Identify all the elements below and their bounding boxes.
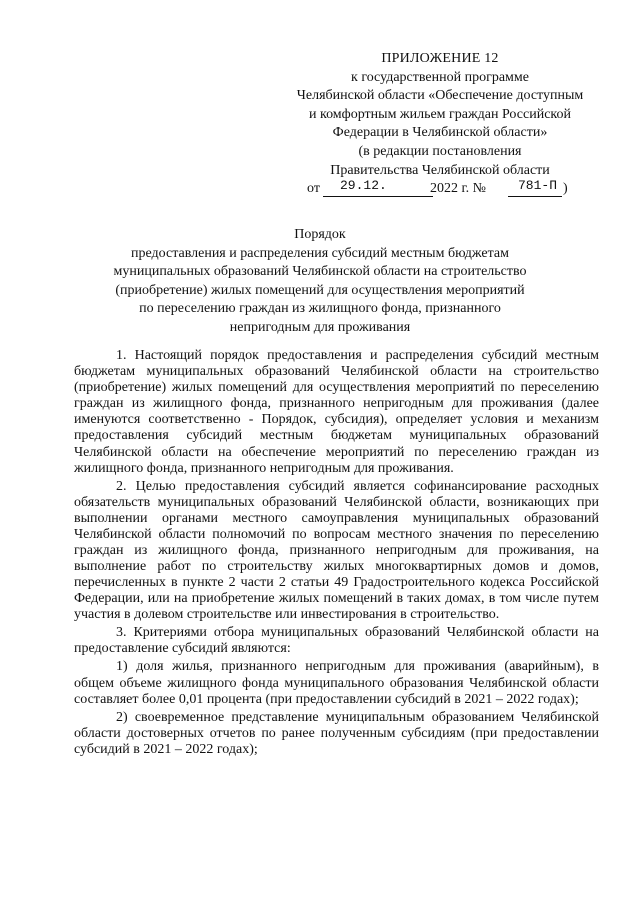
resolution-date-line: [262, 180, 618, 200]
resolution-number: 781-П: [518, 178, 558, 194]
paragraph-2: 2. Целью предоставления субсидий является софинансирование расходных обязательств муниципальных образований Челябинской области, возникающих при выполнении органами местного самоуправления муниципальных образований Челябинской области полномочий по вопросам местного значения по переселению граждан из жилищного фонда, признанного непригодным для проживания, на выполнение работ по строительству жилых многоквартирных домов и домов, перечисленных в пункте 2 части 2 статьи 49 Градостроительного кодекса Российской Федерации, или на приобретение жилых помещений в таких домах, в том числе путем участия в долевом строительстве или инвестирования в строительство.: [74, 478, 599, 623]
order-title: [60, 226, 580, 338]
criterion-2: 2) своевременное представление муниципальным образованием Челябинской области достоверных отчетов по ранее полученным субсидиям (при предоставлении субсидий в 2021 – 2022 годах);: [74, 709, 599, 757]
order-heading: Порядок: [294, 227, 346, 242]
paragraph-1: 1. Настоящий порядок предоставления и распределения субсидий местным бюджетам муниципальных образований Челябинской области на строительство (приобретение) жилых помещений для осуществления мероприятий по переселению граждан из жилищного фонда, признанного непригодным для проживания (далее именуются соответственно - Порядок, субсидия), определяет условия и механизм предоставления субсидий местным бюджетам муниципальных образований Челябинской области на обеспечение мероприятий по переселению граждан из жилищного фонда, признанного непригодным для проживания.: [74, 348, 599, 476]
appendix-line: Челябинской области «Обеспечение доступным: [296, 88, 584, 104]
appendix-line: (в редакции постановления: [358, 143, 522, 159]
paragraph-3: 3. Критериями отбора муниципальных образований Челябинской области на предоставление субсидий являются:: [74, 625, 599, 657]
appendix-title: ПРИЛОЖЕНИЕ 12: [381, 51, 499, 66]
closing-parenthesis: ): [563, 181, 568, 197]
date-underline: [323, 196, 433, 197]
date-from-label: от: [307, 181, 320, 197]
appendix-line: к государственной программе: [351, 69, 529, 85]
order-title-line: муниципальных образований Челябинской области на строительство: [113, 264, 527, 280]
appendix-line: и комфортным жильем граждан Российской: [308, 106, 571, 122]
order-title-line: по переселению граждан из жилищного фонда, признанного: [139, 301, 501, 317]
order-title-line: (приобретение) жилых помещений для осуществления мероприятий: [115, 282, 525, 298]
number-underline: [508, 196, 562, 197]
order-title-line: предоставления и распределения субсидий местным бюджетам: [130, 245, 509, 261]
resolution-year: 2022 г. №: [430, 181, 487, 197]
appendix-header: [262, 50, 618, 200]
order-title-line: непригодным для проживания: [229, 319, 411, 335]
resolution-date: 29.12.: [340, 178, 387, 194]
appendix-line: Правительства Челябинской области: [330, 162, 550, 178]
criterion-1: 1) доля жилья, признанного непригодным для проживания (аварийным), в общем объеме жилищного фонда муниципального образования Челябинской области составляет более 0,01 процента (при предоставлении субсидий в 2021 – 2022 годах);: [74, 659, 599, 707]
document-body: [74, 348, 599, 760]
appendix-line: Федерации в Челябинской области»: [332, 125, 548, 141]
